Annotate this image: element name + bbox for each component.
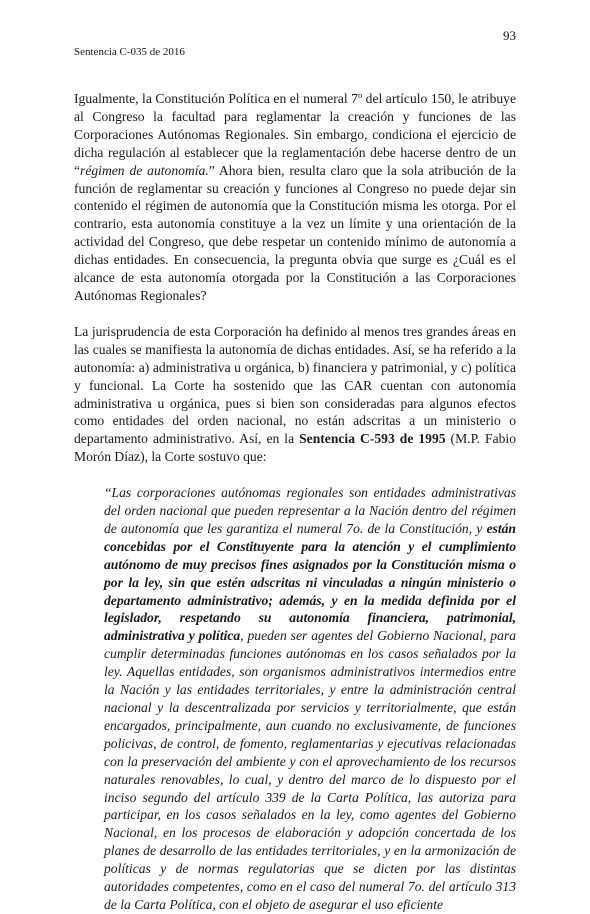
paragraph-2-citation: Sentencia C-593 de 1995 [299, 431, 446, 447]
running-header: Sentencia C-035 de 2016 [74, 46, 185, 58]
page-number: 93 [503, 28, 516, 43]
quote-bold: están concebidas por el Constituyente para la atención y el cumplimiento autónomo de muy precisos fines asignados por la Constitución misma o por la ley, sin que estén adscritas ni vinculadas a ningún ministerio o departamento administrativo; además, y en la medida definida por el legislador, respetando su autonomía financiera, patrimonial, administrativa y política [104, 520, 516, 644]
paragraph-2 [74, 323, 516, 466]
paragraph-1-italic: régimen de autonomía. [80, 162, 209, 178]
paragraph-1-text-b: ” Ahora bien, resulta claro que la sola atribución de la función de reglamentar su creación y funciones al Congreso no puede dejar sin contenido el régimen de autonomía que la Constitución misma les otorga. Por el contrario, esta autonomía constituye a la vez un límite y una orientación de la actividad del Congreso, que debe respetar un contenido mínimo de autonomía a dichas entidades. En consecuencia, la pregunta obvia que surge es ¿Cuál es el alcance de esta autonomía otorgada por la Constitución a las Corporaciones Autónomas Regionales? [74, 162, 516, 303]
paragraph-1-text-a: Igualmente, la Constitución Política en el numeral 7º del artículo 150, le atribuye al Congreso la facultad para reglamentar la creación y funciones de las Corporaciones Autónomas Regionales. Sin embargo, condiciona el ejercicio de dicha regulación al establecer que la reglamentación debe hacerse dentro de un “ [74, 91, 516, 178]
block-quote [104, 484, 516, 914]
document-body [74, 90, 516, 914]
quote-text-b: , pueden ser agentes del Gobierno Nacional, para cumplir determinadas funciones autónomas en los casos señalados por la ley. Aquellas entidades, son organismos administrativos intermedios entre la Nación y las entidades territoriales, y entre la administración central nacional y la descentralizada por servicios y territorialmente, que están encargados, principalmente, aun cuando no exclusivamente, de funciones policivas, de control, de fomento, reglamentarias y ejecutivas relacionadas con la preservación del ambiente y con el aprovechamiento de los recursos naturales renovables, lo cual, y dentro del marco de lo dispuesto por el inciso segundo del artículo 339 de la Carta Política, las autoriza para participar, en los casos señalados en la ley, como agentes del Gobierno Nacional, en los procesos de elaboración y adopción concertada de los planes de desarrollo de las entidades territoriales, y en la armonización de políticas y de normas regulatorias que se dicten por las distintas autoridades competentes, como en el caso del numeral 7o. del artículo 313 de la Carta Política, con el objeto de asegurar el uso eficiente [104, 628, 516, 912]
quote-text-a: “Las corporaciones autónomas regionales son entidades administrativas del orden nacional que pueden representar a la Nación dentro del régimen de autonomía que les garantiza el numeral 7o. de la Constitución, y [104, 485, 516, 536]
paragraph-2-text-a: La jurisprudencia de esta Corporación ha definido al menos tres grandes áreas en las cuales se manifiesta la autonomía de dichas entidades. Así, se ha referido a la autonomía: a) administrativa u orgánica, b) financiera y patrimonial, y c) política y funcional. La Corte ha sostenido que las CAR cuentan con autonomía administrativa u orgánica, pues si bien son consideradas para algunos efectos como entidades del orden nacional, no están adscritas a un ministerio o departamento administrativo. Así, en la [74, 323, 516, 447]
paragraph-2-text-b: (M.P. Fabio Morón Díaz), la Corte sostuvo que: [74, 431, 516, 465]
paragraph-1 [74, 90, 516, 305]
